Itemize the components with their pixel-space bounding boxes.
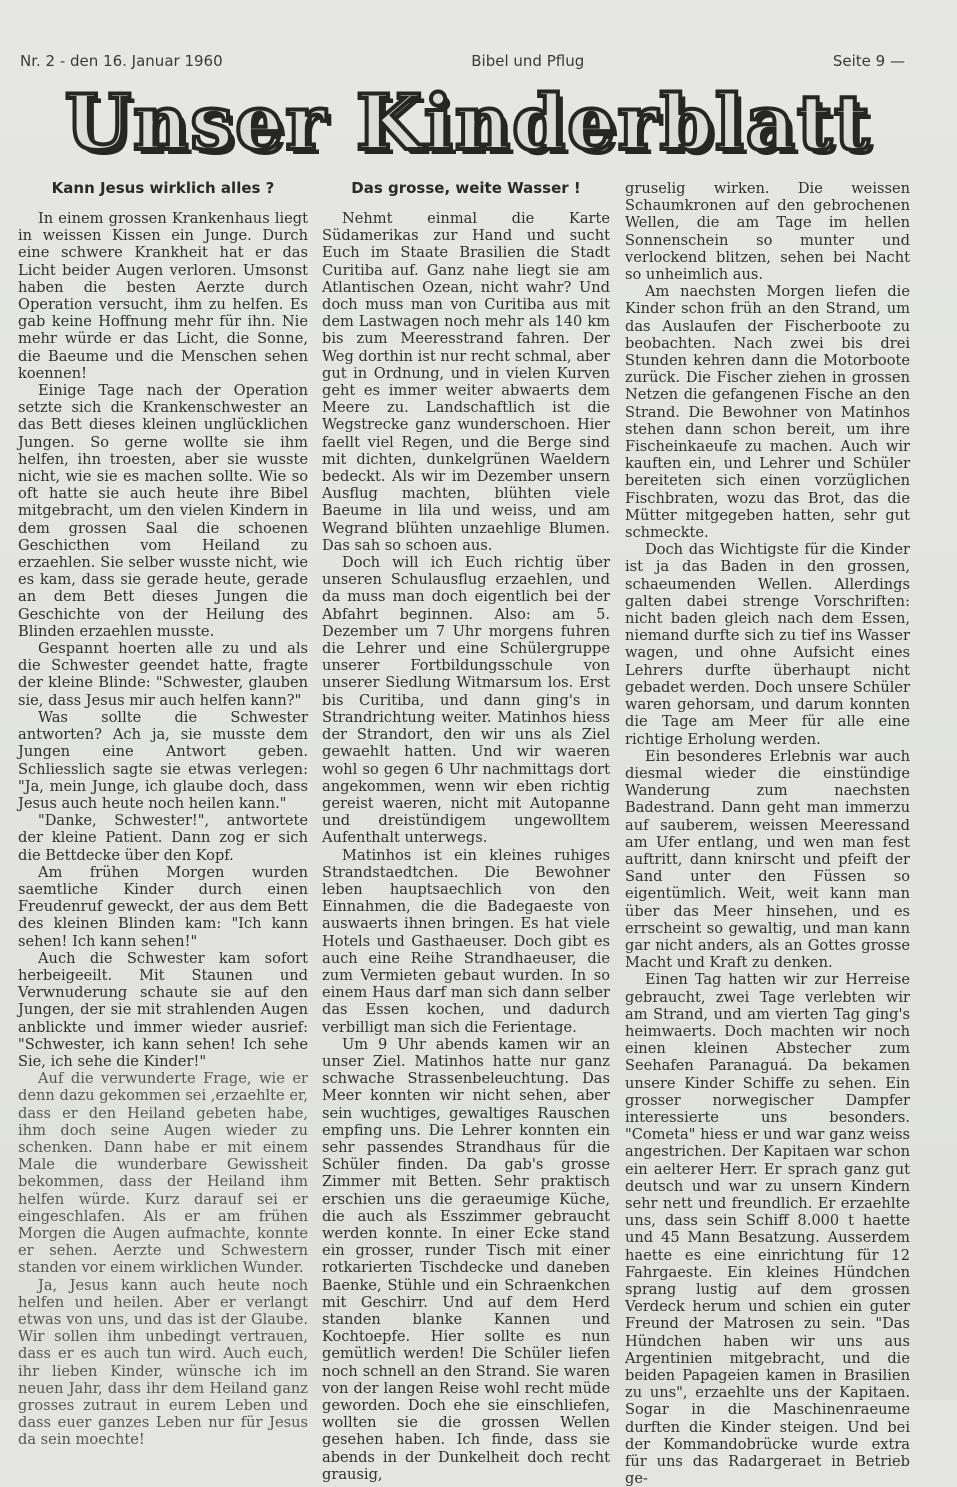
article-1-paragraph: Ja, Jesus kann auch heute noch helfen und heilen. Aber er verlangt etwas von uns, und das ist der Glaube. Wir sollen ihm unbedingt vertrauen, dass er es auch tun wird. Auch euch, ihr lieben Kinder, wünsche ich im neuen Jahr, dass ihr dem Heiland ganz grosses zutraut in eurem Leben und dass euer ganzes Leben nur für Jesus da sein moechte! [18, 1276, 308, 1449]
masthead-title: Unser Kinderblatt [64, 78, 872, 167]
article-1-paragraph: Am frühen Morgen wurden saemtliche Kinder durch einen Freudenruf geweckt, der aus dem Bett des kleinen Blinden kam: "Ich kann sehen! Ich kann sehen!" [18, 863, 308, 950]
page-header [20, 52, 905, 70]
article-1-paragraph: Einige Tage nach der Operation setzte sich die Krankenschwester an das Bett dieses kleinen unglücklichen Jungen. So gerne wollte sie ihm helfen, ihn troesten, aber sie wusste nicht, wie sie es machen sollte. Wie so oft hatte sie auch heute ihre Bibel mitgebracht, um den vielen Kindern in dem grossen Saal die schoenen Geschicthen vom Heiland zu erzaehlen. Sie selber wusste nicht, wie es kam, dass sie gerade heute, gerade an dem Bett dieses Jungen die Geschichte von der Heilung des Blinden erzaehlen musste. [18, 382, 308, 640]
article-2-continued-paragraph: Ein besonderes Erlebnis war auch diesmal wieder die einstündige Wanderung zum naechsten Badestrand. Dann geht man immerzu auf sauberem, weissen Meeressand am Ufer entlang, und wen man fest auftritt, dann knirscht und pfeift der Sand unter den Füssen so eigentümlich. Weit, weit kann man über das Meer hinsehen, und es errscheint so gewaltig, und man kann gar nicht anders, als an Gottes grosse Macht und Kraft zu denken. [625, 747, 910, 972]
article-1-paragraph: "Danke, Schwester!", antwortete der kleine Patient. Dann zog er sich die Bettdecke über den Kopf. [18, 812, 308, 864]
article-2-paragraph: Matinhos ist ein kleines ruhiges Strandstaedtchen. Die Bewohner leben hauptsaechlich von den Einnahmen, die die Badegaeste von auswaerts ihnen bringen. Es hat viele Hotels und Gasthaeuser. Doch gibt es auch eine Reihe Strandhaeuser, die zum Vermieten gebaut wurden. In so einem Haus darf man sich dann selber das Essen kochen, und dadurch verbilligt man sich die Ferientage. [322, 846, 610, 1036]
article-2-paragraph: Nehmt einmal die Karte Südamerikas zur Hand und sucht Euch im Staate Brasilien die Stadt Curitiba auf. Ganz nahe liegt sie am Atlantischen Ozean, nicht wahr? Und doch muss man von Curitiba aus mit dem Lastwagen noch mehr als 140 km bis zum Meeresstrand fahren. Der Weg dorthin ist nur recht schmal, aber gut in Ordnung, und in vielen Kurven geht es immer weiter abwaerts dem Meere zu. Landschaftlich ist die Wegstrecke ganz wunderschoen. Hier faellt viel Regen, und die Berge sind mit dichten, dunkelgrünen Waeldern bedeckt. Als wir im Dezember unsern Ausflug machten, blühten viele Baeume in lila und weiss, und am Wegrand blühten unzaehlige Blumen. Das sah so schoen aus. [322, 210, 610, 554]
article-2-continued-paragraph: gruselig wirken. Die weissen Schaumkronen auf den gebrochenen Wellen, die am Tage im hellen Sonnenschein so munter und verlockend blitzen, sehen bei Nacht so unheimlich aus. [625, 180, 910, 284]
publication-name: Bibel und Pflug [471, 52, 585, 70]
column-1 [18, 176, 308, 1449]
article-2-title: Das grosse, weite Wasser ! [351, 179, 581, 197]
article-1-paragraph: Auch die Schwester kam sofort herbeigeeilt. Mit Staunen und Verwnuderung schaute sie auf den Jungen, der sie mit strahlenden Augen anblickte und immer wieder ausrief: "Schwester, ich kann sehen! Ich sehe Sie, ich sehe die Kinder!" [18, 949, 308, 1070]
column-2 [322, 176, 610, 1483]
issue-date: Nr. 2 - den 16. Januar 1960 [20, 52, 223, 70]
article-2-continued-paragraph: Einen Tag hatten wir zur Herreise gebraucht, zwei Tage verlebten wir am Strand, und am vierten Tag ging's heimwaerts. Doch machten wir noch einen kleinen Abstecher zum Seehafen Paranaguá. Da bekamen unsere Kinder Schiffe zu sehen. Ein grosser norwegischer Dampfer interessierte uns besonders. "Cometa" hiess er und war ganz weiss angestrichen. Der Kapitaen war schon ein aelterer Herr. Er sprach ganz gut deutsch und war zu unsern Kindern sehr nett und freundlich. Er erzaehlte uns, dass sein Schiff 8.000 t haette und 45 Mann Besatzung. Ausserdem haette es eine einrichtung für 12 Fahrgaeste. Ein kleines Hündchen sprang lustig auf dem grossen Verdeck herum und schien ein guter Freund der Matrosen zu sein. "Das Hündchen haben wir uns aus Argentinien mitgebracht, und die beiden Papageien kamen in Brasilien zu uns", erzaehlte uns der Kapitaen. Sogar in die Maschinenraeume durften die Kinder steigen. Und bei der Kommandobrücke wurde extra für uns das Radargeraet in Betrieb ge- [625, 971, 910, 1487]
column-3 [625, 180, 910, 1487]
article-1-title: Kann Jesus wirklich alles ? [51, 179, 275, 197]
article-2-continued-paragraph: Doch das Wichtigste für die Kinder ist ja das Baden in den grossen, schaeumenden Wellen. Allerdings galten dabei strenge Vorschriften: nicht baden gleich nach dem Essen, niemand durfte sich zu tief ins Wasser wagen, und ohne Aufsicht eines Lehrers durfte überhaupt nicht gebadet werden. Doch unsere Schüler waren gehorsam, und darum konnten die Tage am Meer für alle eine richtige Erholung werden. [625, 541, 910, 748]
article-2-paragraph: Um 9 Uhr abends kamen wir an unser Ziel. Matinhos hatte nur ganz schwache Strassenbeleuchtung. Das Meer konnten wir nicht sehen, aber sein wuchtiges, gewaltiges Rauschen empfing uns. Die Lehrer konnten ein sehr passendes Strandhaus für die Schüler finden. Da gab's grosse Zimmer mit Betten. Sehr praktisch erschien uns die geraeumige Küche, die auch als Esszimmer gebraucht werden konnte. In einer Ecke stand ein grosser, runder Tisch mit einer rotkarierten Tischdecke und daneben Baenke, Stühle und ein Schraenkchen mit Geschirr. Und auf dem Herd standen blanke Kannen und Kochtoepfe. Hier sollte es nun gemütlich werden! Die Schüler liefen noch schnell an den Strand. Sie waren von der langen Reise wohl recht müde geworden. Doch ehe sie einschliefen, wollten sie die grossen Wellen gesehen haben. Ich finde, dass sie abends in der Dunkelheit doch recht grausig, [322, 1035, 610, 1483]
article-2-continued-paragraph: Am naechsten Morgen liefen die Kinder schon früh an den Strand, um das Auslaufen der Fischerboote zu beobachten. Nach zwei bis drei Stunden kehren dann die Motorboote zurück. Die Fischer ziehen in grossen Netzen die gefangenen Fische an den Strand. Die Bewohner von Matinhos stehen dann schon bereit, um ihre Fischeinkaeufe zu machen. Auch wir kauften ein, und Lehrer und Schüler bereiteten sich einen vorzüglichen Fischbraten, wozu das Brot, das die Mütter mitgegeben hatten, sehr gut schmeckte. [625, 283, 910, 542]
article-1-paragraph: Was sollte die Schwester antworten? Ach ja, sie musste dem Jungen eine Antwort geben. Schliesslich sagte sie etwas verlegen: "Ja, mein Junge, ich glaube doch, dass Jesus auch heute noch heilen kann." [18, 708, 308, 812]
article-1-paragraph: Auf die verwunderte Frage, wie er denn dazu gekommen sei ,erzaehlte er, dass er den Heiland gebeten habe, ihm doch seine Augen wieder zu schenken. Dann habe er mit einem Male die wunderbare Gewissheit bekommen, dass der Heiland ihm helfen würde. Kurz darauf sei er eingeschlafen. Als er am frühen Morgen die Augen aufmachte, konnte er sehen. Aerzte und Schwestern standen vor einem wirklichen Wunder. [18, 1070, 308, 1277]
page-number: Seite 9 — [832, 52, 905, 70]
article-1-paragraph: Gespannt hoerten alle zu und als die Schwester geendet hatte, fragte der kleine Blinde: "Schwester, glauben sie, dass Jesus mir auch helfen kann?" [18, 640, 308, 709]
article-1-paragraph: In einem grossen Krankenhaus liegt in weissen Kissen ein Junge. Durch eine schwere Krankheit hat er das Licht beider Augen verloren. Umsonst haben die besten Aerzte durch Operation versucht, ihm zu helfen. Es gab keine Hoffnung mehr für ihn. Nie mehr würde er das Licht, die Sonne, die Baeume und die Menschen sehen koennen! [18, 210, 308, 382]
article-2-paragraph: Doch will ich Euch richtig über unseren Schulausflug erzaehlen, und da muss man doch eigentlich bei der Abfahrt beginnen. Also: am 5. Dezember um 7 Uhr morgens fuhren die Lehrer und eine Schülergruppe unserer Fortbildungsschule von unserer Siedlung Witmarsum los. Erst bis Curitiba, und dann ging's in Strandrichtung weiter. Matinhos hiess der Strandort, den wir uns als Ziel gewaehlt hatten. Und wir waeren wohl so gegen 6 Uhr nachmittags dort angekommen, wenn wir eben richtig gereist waeren, nicht mit Autopanne und dreistündigem ungewolltem Aufenthalt unterwegs. [322, 554, 610, 847]
